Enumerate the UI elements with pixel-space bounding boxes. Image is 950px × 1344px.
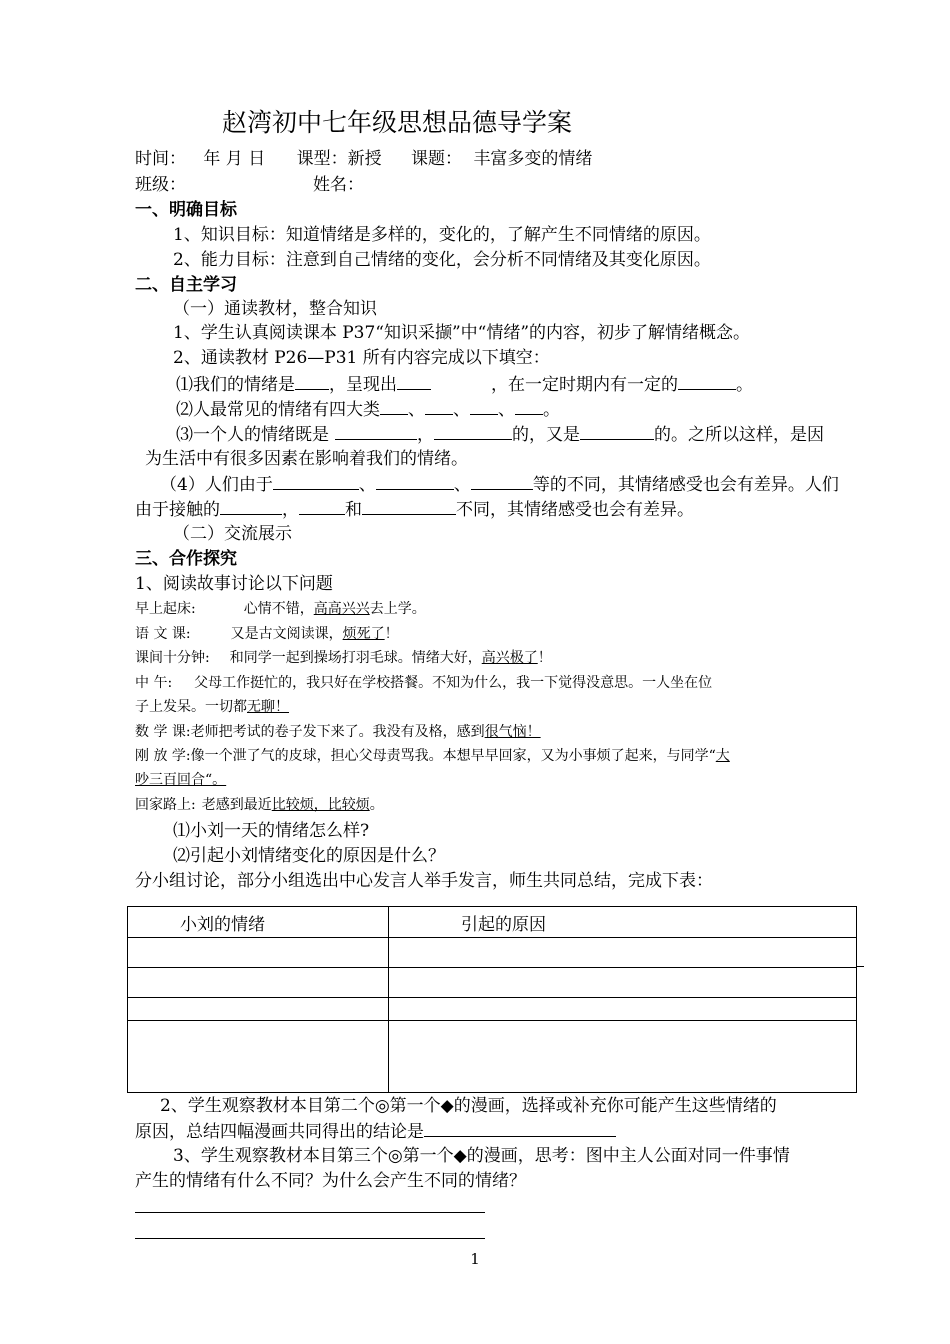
story-line: 数 学 课:老师把考试的卷子发下来了。我没有及格，感到很气恼！ (135, 724, 541, 740)
class-label: 班级： (135, 175, 186, 195)
fill-question-4-cont: 由于接触的 ， 和 不同，其情绪感受也会有差异。 (135, 500, 694, 520)
answer-blank[interactable] (335, 423, 417, 440)
section-heading-cooperate: 三、合作探究 (135, 549, 237, 569)
goal-knowledge: 1、知识目标：知道情绪是多样的，变化的，了解产生不同情绪的原因。 (173, 225, 711, 245)
answer-blank[interactable] (273, 473, 359, 490)
story-line: 吵三百回合“。 (135, 772, 227, 788)
answer-blank[interactable] (425, 398, 453, 415)
answer-blank[interactable] (515, 398, 543, 415)
subheading-read: （一）通读教材，整合知识 (173, 299, 377, 319)
table-cell[interactable] (128, 968, 389, 998)
page-number: 1 (470, 1250, 480, 1268)
answer-blank[interactable] (424, 1120, 616, 1137)
goal-ability: 2、能力目标：注意到自己情绪的变化，会分析不同情绪及其变化原因。 (173, 250, 711, 270)
table-header-emotion: 小刘的情绪 (128, 907, 389, 938)
story-line: 中 午: 父母工作挺忙的，我只好在学校搭餐。不知为什么，我一下觉得没意思。一人坐在位 (135, 675, 713, 691)
header-line (135, 148, 592, 170)
table-row (128, 998, 857, 1021)
story-line: 子上发呆。一切都无聊！ (135, 699, 289, 715)
table-header-row (128, 907, 857, 938)
answer-blank[interactable] (295, 373, 329, 390)
answer-line[interactable] (135, 1212, 485, 1213)
table-header-cause: 引起的原因 (389, 907, 857, 938)
answer-blank[interactable] (397, 373, 431, 390)
fill-question-1: ⑴我们的情绪是 ，呈现出 ，在一定时期内有一定的 。 (176, 375, 753, 395)
topic-value: 丰富多变的情绪 (473, 149, 593, 169)
emotion-table (127, 906, 857, 1093)
story-line: 刚 放 学:像一个泄了气的皮球，担心父母责骂我。本想早早回家，又为小事烦了起来，与同学“大 (135, 748, 730, 764)
table-cell[interactable] (389, 1021, 857, 1093)
answer-blank[interactable] (471, 473, 533, 490)
table-row (128, 968, 857, 998)
fill-question-3-cont: 为生活中有很多因素在影响着我们的情绪。 (145, 449, 468, 469)
answer-blank[interactable] (220, 498, 282, 515)
answer-blank[interactable] (470, 398, 498, 415)
table-cell[interactable] (389, 998, 857, 1021)
table-row (128, 938, 857, 968)
table-cell[interactable] (389, 968, 857, 998)
subheading-share: （二）交流展示 (173, 524, 292, 544)
time-label: 时间： (135, 149, 186, 169)
section-heading-self-study: 二、自主学习 (135, 275, 237, 295)
fill-question-2: ⑵人最常见的情绪有四大类 、 、 、 。 (176, 400, 560, 420)
instruction-1: 1、学生认真阅读课本 P37“知识采撷”中“情绪”的内容，初步了解情绪概念。 (173, 323, 751, 343)
answer-blank[interactable] (434, 423, 512, 440)
task-3-line-2: 产生的情绪有什么不同？为什么会产生不同的情绪？ (135, 1171, 526, 1191)
question-1: ⑴小刘一天的情绪怎么样? (173, 821, 370, 841)
table-row (128, 1021, 857, 1093)
table-cell[interactable] (389, 938, 857, 968)
table-line-overhang (857, 966, 864, 967)
answer-blank[interactable] (376, 473, 454, 490)
fill-question-4: （4）人们由于 、 、 等的不同，其情绪感受也会有差异。人们 (160, 475, 839, 495)
fill-question-3: ⑶一个人的情绪既是 ， 的，又是 的。之所以这样，是因 (176, 425, 824, 445)
question-2: ⑵引起小刘情绪变化的原因是什么？ (173, 846, 445, 866)
table-cell[interactable] (128, 1021, 389, 1093)
answer-blank[interactable] (362, 498, 456, 515)
answer-blank[interactable] (678, 373, 736, 390)
story-line: 课间十分钟: 和同学一起到操场打羽毛球。情绪大好，高兴极了！ (135, 650, 552, 666)
lesson-type: 课型：新授 (296, 149, 382, 169)
discussion-instruction: 分小组讨论，部分小组选出中心发言人举手发言，师生共同总结，完成下表： (135, 871, 713, 891)
story-line: 回家路上: 老感到最近比较烦，比较烦。 (135, 797, 384, 813)
answer-blank[interactable] (580, 423, 654, 440)
story-line: 早上起床: 心情不错，高高兴兴去上学。 (135, 601, 426, 617)
section-heading-goals: 一、明确目标 (135, 200, 237, 220)
answer-line[interactable] (135, 1238, 485, 1239)
topic-label: 课题： (411, 149, 463, 169)
table-cell[interactable] (128, 998, 389, 1021)
story-line: 语 文 课: 又是古文阅读课，烦死了！ (135, 626, 399, 642)
instruction-2: 2、通读教材 P26—P31 所有内容完成以下填空： (173, 348, 550, 368)
answer-blank[interactable] (299, 498, 345, 515)
answer-blank[interactable] (380, 398, 408, 415)
table-cell[interactable] (128, 938, 389, 968)
task-3-line-1: 3、学生观察教材本目第三个◎第一个◆的漫画，思考：图中主人公面对同一件事情 (173, 1146, 790, 1166)
name-label: 姓名： (313, 175, 364, 195)
page-title: 赵湾初中七年级思想品德导学案 (222, 108, 573, 137)
task-2-line-1: 2、学生观察教材本目第二个◎第一个◆的漫画，选择或补充你可能产生这些情绪的 (160, 1096, 777, 1116)
date-text: 年 月 日 (203, 149, 266, 169)
story-intro: 1、阅读故事讨论以下问题 (135, 574, 333, 594)
task-2-line-2: 原因，总结四幅漫画共同得出的结论是 (135, 1120, 616, 1143)
